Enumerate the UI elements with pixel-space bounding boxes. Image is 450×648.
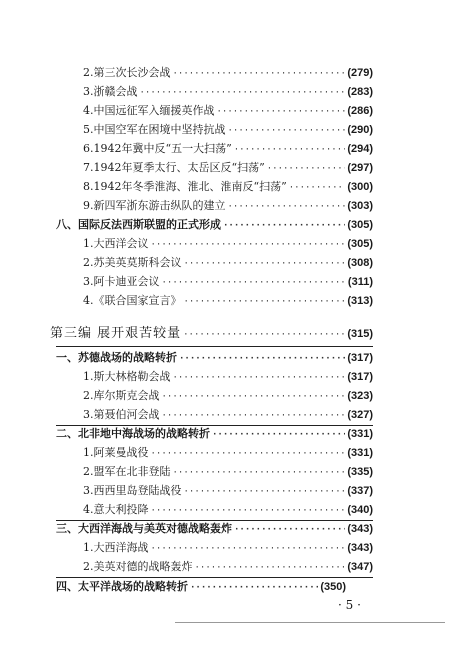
leader-dots — [140, 86, 346, 100]
section-rule — [56, 346, 373, 347]
leader-dots — [162, 409, 346, 423]
entry-page: (327) — [347, 409, 373, 421]
entry-title: 3.第聂伯河会战 — [83, 408, 160, 421]
entry-page: (290) — [347, 124, 373, 136]
leader-dots — [184, 257, 346, 271]
toc-entry — [83, 465, 373, 480]
toc-entry — [83, 66, 373, 81]
entry-page: (305) — [347, 238, 373, 250]
entry-page: (294) — [347, 143, 373, 155]
toc-entry — [83, 256, 373, 271]
entry-page: (300) — [347, 181, 373, 193]
leader-dots — [195, 561, 346, 575]
entry-title: 3.西西里岛登陆战役 — [83, 484, 182, 497]
toc-entry — [83, 389, 373, 404]
leader-dots — [151, 238, 346, 252]
section-title: 三、大西洋海战与美英对德战略轰炸 — [56, 522, 232, 535]
entry-title: 5.中国空军在困境中坚持抗战 — [83, 123, 226, 136]
leader-dots — [212, 428, 345, 442]
toc-entry — [83, 503, 373, 518]
section-page: (305) — [347, 219, 373, 231]
entry-page: (313) — [347, 295, 373, 307]
entry-page: (335) — [347, 466, 373, 478]
leader-dots — [151, 542, 346, 556]
leader-dots — [234, 523, 345, 537]
entry-page: (297) — [347, 162, 373, 174]
leader-dots — [162, 390, 346, 404]
leader-dots — [173, 371, 346, 385]
toc-section-heading — [56, 218, 373, 233]
section-title: 二、北非地中海战场的战略转折 — [56, 427, 210, 440]
toc-entry — [83, 85, 373, 100]
entry-page: (308) — [347, 257, 373, 269]
leader-dots — [183, 327, 345, 343]
entry-title: 4.《联合国家宣言》 — [83, 294, 182, 307]
leader-dots — [228, 124, 346, 138]
section-page: (317) — [347, 352, 373, 364]
entry-page: (279) — [347, 67, 373, 79]
toc-entry — [83, 104, 373, 119]
entry-title: 3.阿卡迪亚会议 — [83, 275, 160, 288]
toc-entry — [83, 142, 373, 157]
toc-section-heading — [56, 427, 373, 442]
entry-title: 6.1942年冀中反“五一大扫荡” — [83, 142, 232, 155]
entry-page: (303) — [347, 200, 373, 212]
part-page: (315) — [347, 328, 373, 340]
section-rule — [56, 520, 373, 521]
toc-entry — [83, 161, 373, 176]
entry-title: 2.苏美英莫斯科会议 — [83, 256, 182, 269]
toc-entry — [83, 237, 373, 252]
entry-page: (311) — [347, 276, 373, 288]
toc-entry — [83, 541, 373, 556]
bottom-rule — [175, 622, 445, 623]
entry-page: (283) — [347, 86, 373, 98]
leader-dots — [179, 352, 345, 366]
toc-entry — [83, 275, 373, 290]
entry-title: 1.大西洋海战 — [83, 541, 149, 554]
toc-entry — [83, 560, 373, 575]
leader-dots — [173, 67, 346, 81]
entry-title: 1.斯大林格勒会战 — [83, 370, 171, 383]
entry-title: 4.意大利投降 — [83, 503, 149, 516]
entry-title: 2.第三次长沙会战 — [83, 66, 171, 79]
leader-dots — [151, 447, 346, 461]
toc-entry — [83, 180, 373, 195]
page-number: · 5 · — [338, 598, 361, 612]
toc-section-heading — [56, 580, 346, 595]
leader-dots — [151, 504, 346, 518]
section-title: 一、苏德战场的战略转折 — [56, 351, 177, 364]
entry-title: 2.盟军在北非登陆 — [83, 465, 171, 478]
entry-page: (340) — [347, 504, 373, 516]
entry-page: (343) — [347, 542, 373, 554]
leader-dots — [184, 485, 346, 499]
entry-page: (347) — [347, 561, 373, 573]
toc-part-heading — [50, 326, 373, 343]
entry-page: (286) — [347, 105, 373, 117]
leader-dots — [173, 466, 346, 480]
entry-title: 1.阿莱曼战役 — [83, 446, 149, 459]
part-title: 第三编 展开艰苦较量 — [50, 326, 182, 341]
entry-title: 2.库尔斯克会战 — [83, 389, 160, 402]
section-page: (331) — [347, 428, 373, 440]
entry-page: (323) — [347, 390, 373, 402]
leader-dots — [267, 162, 346, 176]
entry-page: (331) — [347, 447, 373, 459]
toc-entry — [83, 408, 373, 423]
section-title: 四、太平洋战场的战略转折 — [56, 580, 188, 593]
entry-page: (317) — [347, 371, 373, 383]
leader-dots — [234, 143, 346, 157]
leader-dots — [217, 105, 346, 119]
entry-title: 8.1942年冬季淮海、淮北、淮南反“扫荡” — [83, 180, 287, 193]
leader-dots — [289, 181, 346, 195]
entry-title: 7.1942年夏季太行、太岳区反“扫荡” — [83, 161, 265, 174]
entry-title: 2.美英对德的战略轰炸 — [83, 560, 193, 573]
section-rule — [56, 425, 373, 426]
entry-title: 3.浙赣会战 — [83, 85, 138, 98]
section-page: (343) — [347, 523, 373, 535]
section-rule — [56, 577, 373, 578]
leader-dots — [184, 295, 346, 309]
leader-dots — [223, 219, 345, 233]
entry-title: 1.大西洋会议 — [83, 237, 149, 250]
toc-section-heading — [56, 351, 373, 366]
toc-entry — [83, 370, 373, 385]
toc-entry — [83, 446, 373, 461]
leader-dots — [190, 581, 318, 595]
leader-dots — [162, 276, 346, 290]
toc-entry — [83, 484, 373, 499]
entry-page: (337) — [347, 485, 373, 497]
entry-title: 9.新四军浙东游击纵队的建立 — [83, 199, 226, 212]
entry-title: 4.中国远征军入缅援英作战 — [83, 104, 215, 117]
toc-entry — [83, 123, 373, 138]
toc-entry — [83, 294, 373, 309]
section-title: 八、国际反法西斯联盟的正式形成 — [56, 218, 221, 231]
toc-section-heading — [56, 522, 373, 537]
toc-entry — [83, 199, 373, 214]
leader-dots — [228, 200, 346, 214]
section-page: (350) — [320, 581, 346, 593]
